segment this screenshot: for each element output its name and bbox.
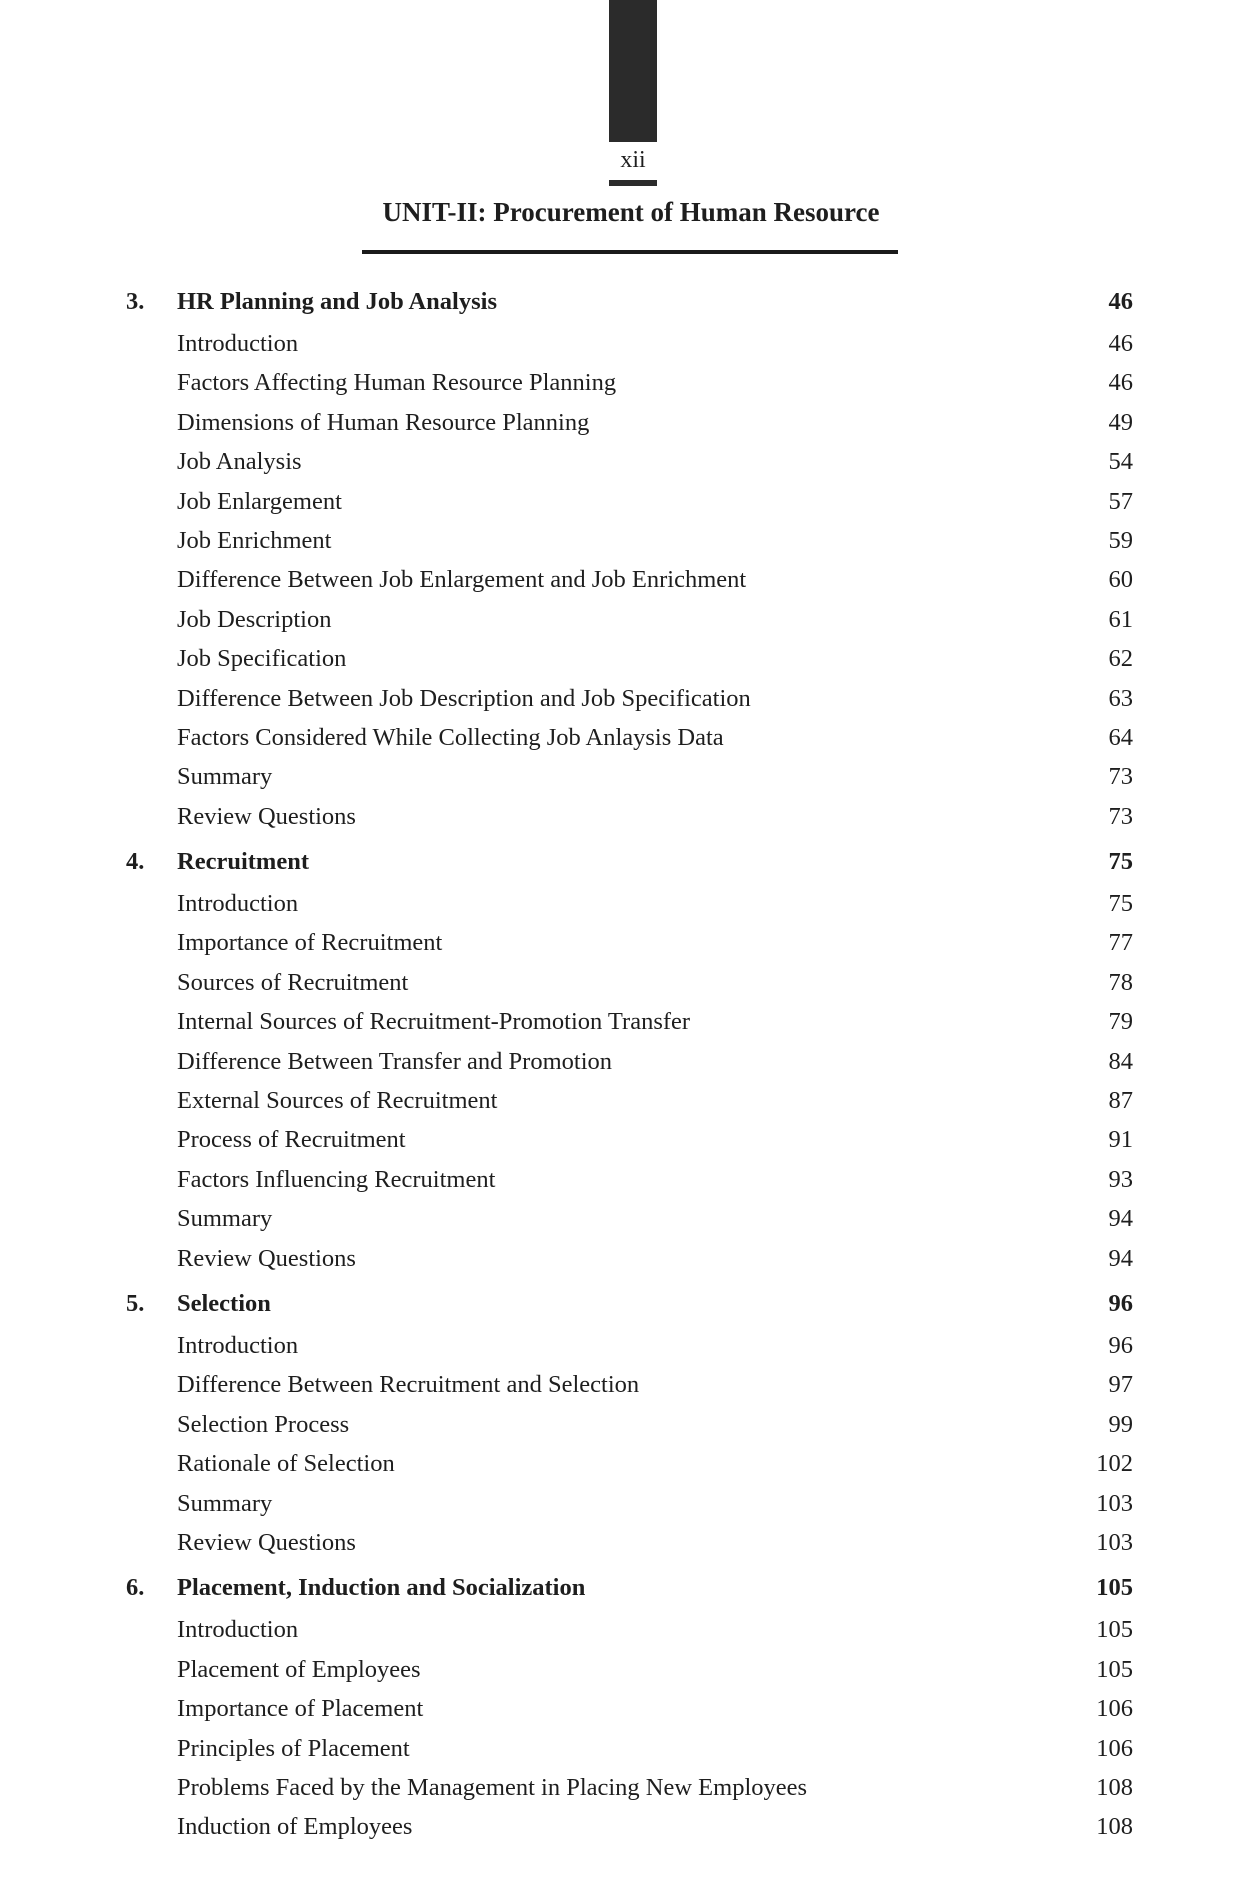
toc-section-entry[interactable] bbox=[0, 1610, 1250, 1649]
toc-chapter-entry[interactable] bbox=[0, 1566, 1250, 1610]
section-title[interactable]: Summary bbox=[177, 1205, 273, 1233]
section-page-number: 78 bbox=[1108, 968, 1133, 996]
section-page-number: 54 bbox=[1108, 448, 1133, 476]
section-title[interactable]: External Sources of Recruitment bbox=[177, 1087, 498, 1115]
section-page-number: 93 bbox=[1108, 1165, 1133, 1193]
section-page-number: 97 bbox=[1108, 1371, 1133, 1399]
section-title[interactable]: Review Questions bbox=[177, 1528, 356, 1556]
section-title[interactable]: Introduction bbox=[177, 330, 299, 357]
section-title[interactable]: Introduction bbox=[177, 890, 299, 918]
section-page-number: 91 bbox=[1108, 1126, 1133, 1154]
section-page-number: 94 bbox=[1108, 1205, 1133, 1233]
toc-section-entry[interactable] bbox=[0, 600, 1250, 639]
toc-section-entry[interactable] bbox=[0, 1484, 1250, 1523]
toc-section-entry[interactable] bbox=[0, 1689, 1250, 1728]
chapter-page-number: 46 bbox=[1108, 288, 1133, 315]
section-title[interactable]: Summary bbox=[177, 763, 273, 791]
chapter-page-number: 96 bbox=[1108, 1289, 1133, 1317]
toc-section-entry[interactable] bbox=[0, 482, 1250, 521]
section-page-number: 105 bbox=[1096, 1655, 1133, 1683]
toc-section-entry[interactable] bbox=[0, 884, 1250, 923]
section-page-number: 94 bbox=[1108, 1244, 1133, 1272]
toc-section-entry[interactable] bbox=[0, 679, 1250, 718]
toc-section-entry[interactable] bbox=[0, 1081, 1250, 1120]
chapter-number: 6. bbox=[126, 1574, 145, 1602]
toc-section-entry[interactable] bbox=[0, 1160, 1250, 1199]
section-title[interactable]: Induction of Employees bbox=[177, 1813, 413, 1841]
section-page-number: 84 bbox=[1108, 1047, 1133, 1075]
section-title[interactable]: Difference Between Recruitment and Selection bbox=[177, 1371, 640, 1399]
toc-section-entry[interactable] bbox=[0, 1444, 1250, 1483]
chapter-tab-marker bbox=[609, 0, 657, 142]
section-page-number: 46 bbox=[1108, 330, 1133, 357]
chapter-title[interactable]: Recruitment bbox=[177, 848, 309, 876]
section-page-number: 96 bbox=[1108, 1331, 1133, 1359]
section-title[interactable]: Factors Affecting Human Resource Planning bbox=[177, 369, 617, 397]
section-page-number: 79 bbox=[1108, 1008, 1133, 1036]
section-page-number: 87 bbox=[1108, 1087, 1133, 1115]
section-page-number: 73 bbox=[1108, 802, 1133, 830]
section-page-number: 103 bbox=[1096, 1489, 1133, 1517]
section-title[interactable]: Job Analysis bbox=[177, 448, 302, 476]
section-title[interactable]: Review Questions bbox=[177, 802, 356, 830]
toc-section-entry[interactable] bbox=[0, 442, 1250, 481]
section-title[interactable]: Introduction bbox=[177, 1616, 299, 1644]
section-title[interactable]: Importance of Recruitment bbox=[177, 929, 443, 957]
toc-section-entry[interactable] bbox=[0, 1365, 1250, 1404]
page-folio: xii bbox=[620, 147, 646, 173]
section-title[interactable]: Placement of Employees bbox=[177, 1655, 421, 1683]
section-title[interactable]: Job Specification bbox=[177, 645, 347, 673]
section-title[interactable]: Problems Faced by the Management in Placing New Employees bbox=[177, 1773, 808, 1801]
table-of-contents bbox=[0, 280, 1250, 1847]
toc-section-entry[interactable] bbox=[0, 923, 1250, 962]
section-title[interactable]: Importance of Placement bbox=[177, 1695, 424, 1723]
toc-section-entry[interactable] bbox=[0, 403, 1250, 442]
section-page-number: 46 bbox=[1108, 369, 1133, 397]
unit-title-rule bbox=[362, 250, 898, 254]
section-title[interactable]: Factors Influencing Recruitment bbox=[177, 1165, 496, 1193]
section-title[interactable]: Job Description bbox=[177, 605, 332, 633]
section-title[interactable]: Introduction bbox=[177, 1331, 299, 1359]
toc-section-entry[interactable] bbox=[0, 797, 1250, 836]
section-page-number: 77 bbox=[1108, 929, 1133, 957]
toc-section-entry[interactable] bbox=[0, 521, 1250, 560]
toc-section-entry[interactable] bbox=[0, 1326, 1250, 1365]
section-page-number: 63 bbox=[1108, 684, 1133, 712]
section-title[interactable]: Review Questions bbox=[177, 1244, 356, 1272]
section-title[interactable]: Job Enlargement bbox=[177, 487, 342, 515]
section-page-number: 75 bbox=[1108, 890, 1133, 918]
toc-section-entry[interactable] bbox=[0, 757, 1250, 796]
toc-section-entry[interactable] bbox=[0, 1042, 1250, 1081]
toc-section-entry[interactable] bbox=[0, 963, 1250, 1002]
section-page-number: 60 bbox=[1108, 566, 1133, 594]
chapter-title[interactable]: HR Planning and Job Analysis bbox=[177, 288, 497, 315]
toc-section-entry[interactable] bbox=[0, 1729, 1250, 1768]
toc-section-entry[interactable] bbox=[0, 1405, 1250, 1444]
section-page-number: 108 bbox=[1096, 1773, 1133, 1801]
section-title[interactable]: Internal Sources of Recruitment-Promotion Transfer bbox=[177, 1008, 691, 1036]
folio-rule bbox=[609, 180, 657, 186]
section-page-number: 103 bbox=[1096, 1528, 1133, 1556]
chapter-number: 4. bbox=[126, 848, 145, 876]
toc-section-entry[interactable] bbox=[0, 1002, 1250, 1041]
section-page-number: 102 bbox=[1096, 1450, 1133, 1478]
toc-section-entry[interactable] bbox=[0, 560, 1250, 599]
toc-section-entry[interactable] bbox=[0, 1199, 1250, 1238]
section-title[interactable]: Summary bbox=[177, 1489, 273, 1517]
section-page-number: 57 bbox=[1108, 487, 1133, 515]
section-title[interactable]: Selection Process bbox=[177, 1410, 350, 1438]
chapter-number: 5. bbox=[126, 1289, 145, 1317]
toc-section-entry[interactable] bbox=[0, 1807, 1250, 1846]
toc-section-entry[interactable] bbox=[0, 639, 1250, 678]
section-page-number: 106 bbox=[1096, 1695, 1133, 1723]
toc-section-entry[interactable] bbox=[0, 363, 1250, 402]
section-title[interactable]: Process of Recruitment bbox=[177, 1126, 406, 1154]
chapter-page-number: 105 bbox=[1096, 1574, 1133, 1602]
chapter-number: 3. bbox=[126, 288, 145, 315]
section-title[interactable]: Difference Between Job Enlargement and Job Enrichment bbox=[177, 566, 747, 594]
section-page-number: 73 bbox=[1108, 763, 1133, 791]
section-page-number: 59 bbox=[1108, 526, 1133, 554]
section-title[interactable]: Sources of Recruitment bbox=[177, 968, 409, 996]
section-page-number: 99 bbox=[1108, 1410, 1133, 1438]
section-page-number: 61 bbox=[1108, 605, 1133, 633]
toc-section-entry[interactable] bbox=[0, 1239, 1250, 1278]
section-page-number: 105 bbox=[1096, 1616, 1133, 1644]
section-title[interactable]: Dimensions of Human Resource Planning bbox=[177, 408, 590, 436]
toc-section-entry[interactable] bbox=[0, 718, 1250, 757]
section-page-number: 106 bbox=[1096, 1734, 1133, 1762]
chapter-title[interactable]: Placement, Induction and Socialization bbox=[177, 1574, 586, 1602]
toc-section-entry[interactable] bbox=[0, 1768, 1250, 1807]
unit-title: UNIT-II: Procurement of Human Resource bbox=[382, 197, 880, 227]
toc-section-entry[interactable] bbox=[0, 1523, 1250, 1562]
chapter-title[interactable]: Selection bbox=[177, 1289, 271, 1317]
chapter-page-number: 75 bbox=[1108, 848, 1133, 876]
section-page-number: 64 bbox=[1108, 723, 1133, 751]
toc-section-entry[interactable] bbox=[0, 1650, 1250, 1689]
section-page-number: 108 bbox=[1096, 1813, 1133, 1841]
section-page-number: 49 bbox=[1108, 408, 1133, 436]
section-title[interactable]: Difference Between Job Description and Job Specification bbox=[177, 684, 751, 712]
toc-chapter-entry[interactable] bbox=[0, 840, 1250, 884]
toc-chapter-entry[interactable] bbox=[0, 280, 1250, 324]
toc-section-entry[interactable] bbox=[0, 324, 1250, 363]
toc-chapter-entry[interactable] bbox=[0, 1282, 1250, 1326]
section-title[interactable]: Factors Considered While Collecting Job Anlaysis Data bbox=[177, 723, 724, 751]
section-title[interactable]: Difference Between Transfer and Promotion bbox=[177, 1047, 612, 1075]
section-title[interactable]: Principles of Placement bbox=[177, 1734, 410, 1762]
toc-section-entry[interactable] bbox=[0, 1120, 1250, 1159]
section-title[interactable]: Rationale of Selection bbox=[177, 1450, 395, 1478]
section-page-number: 62 bbox=[1108, 645, 1133, 673]
section-title[interactable]: Job Enrichment bbox=[177, 526, 332, 554]
